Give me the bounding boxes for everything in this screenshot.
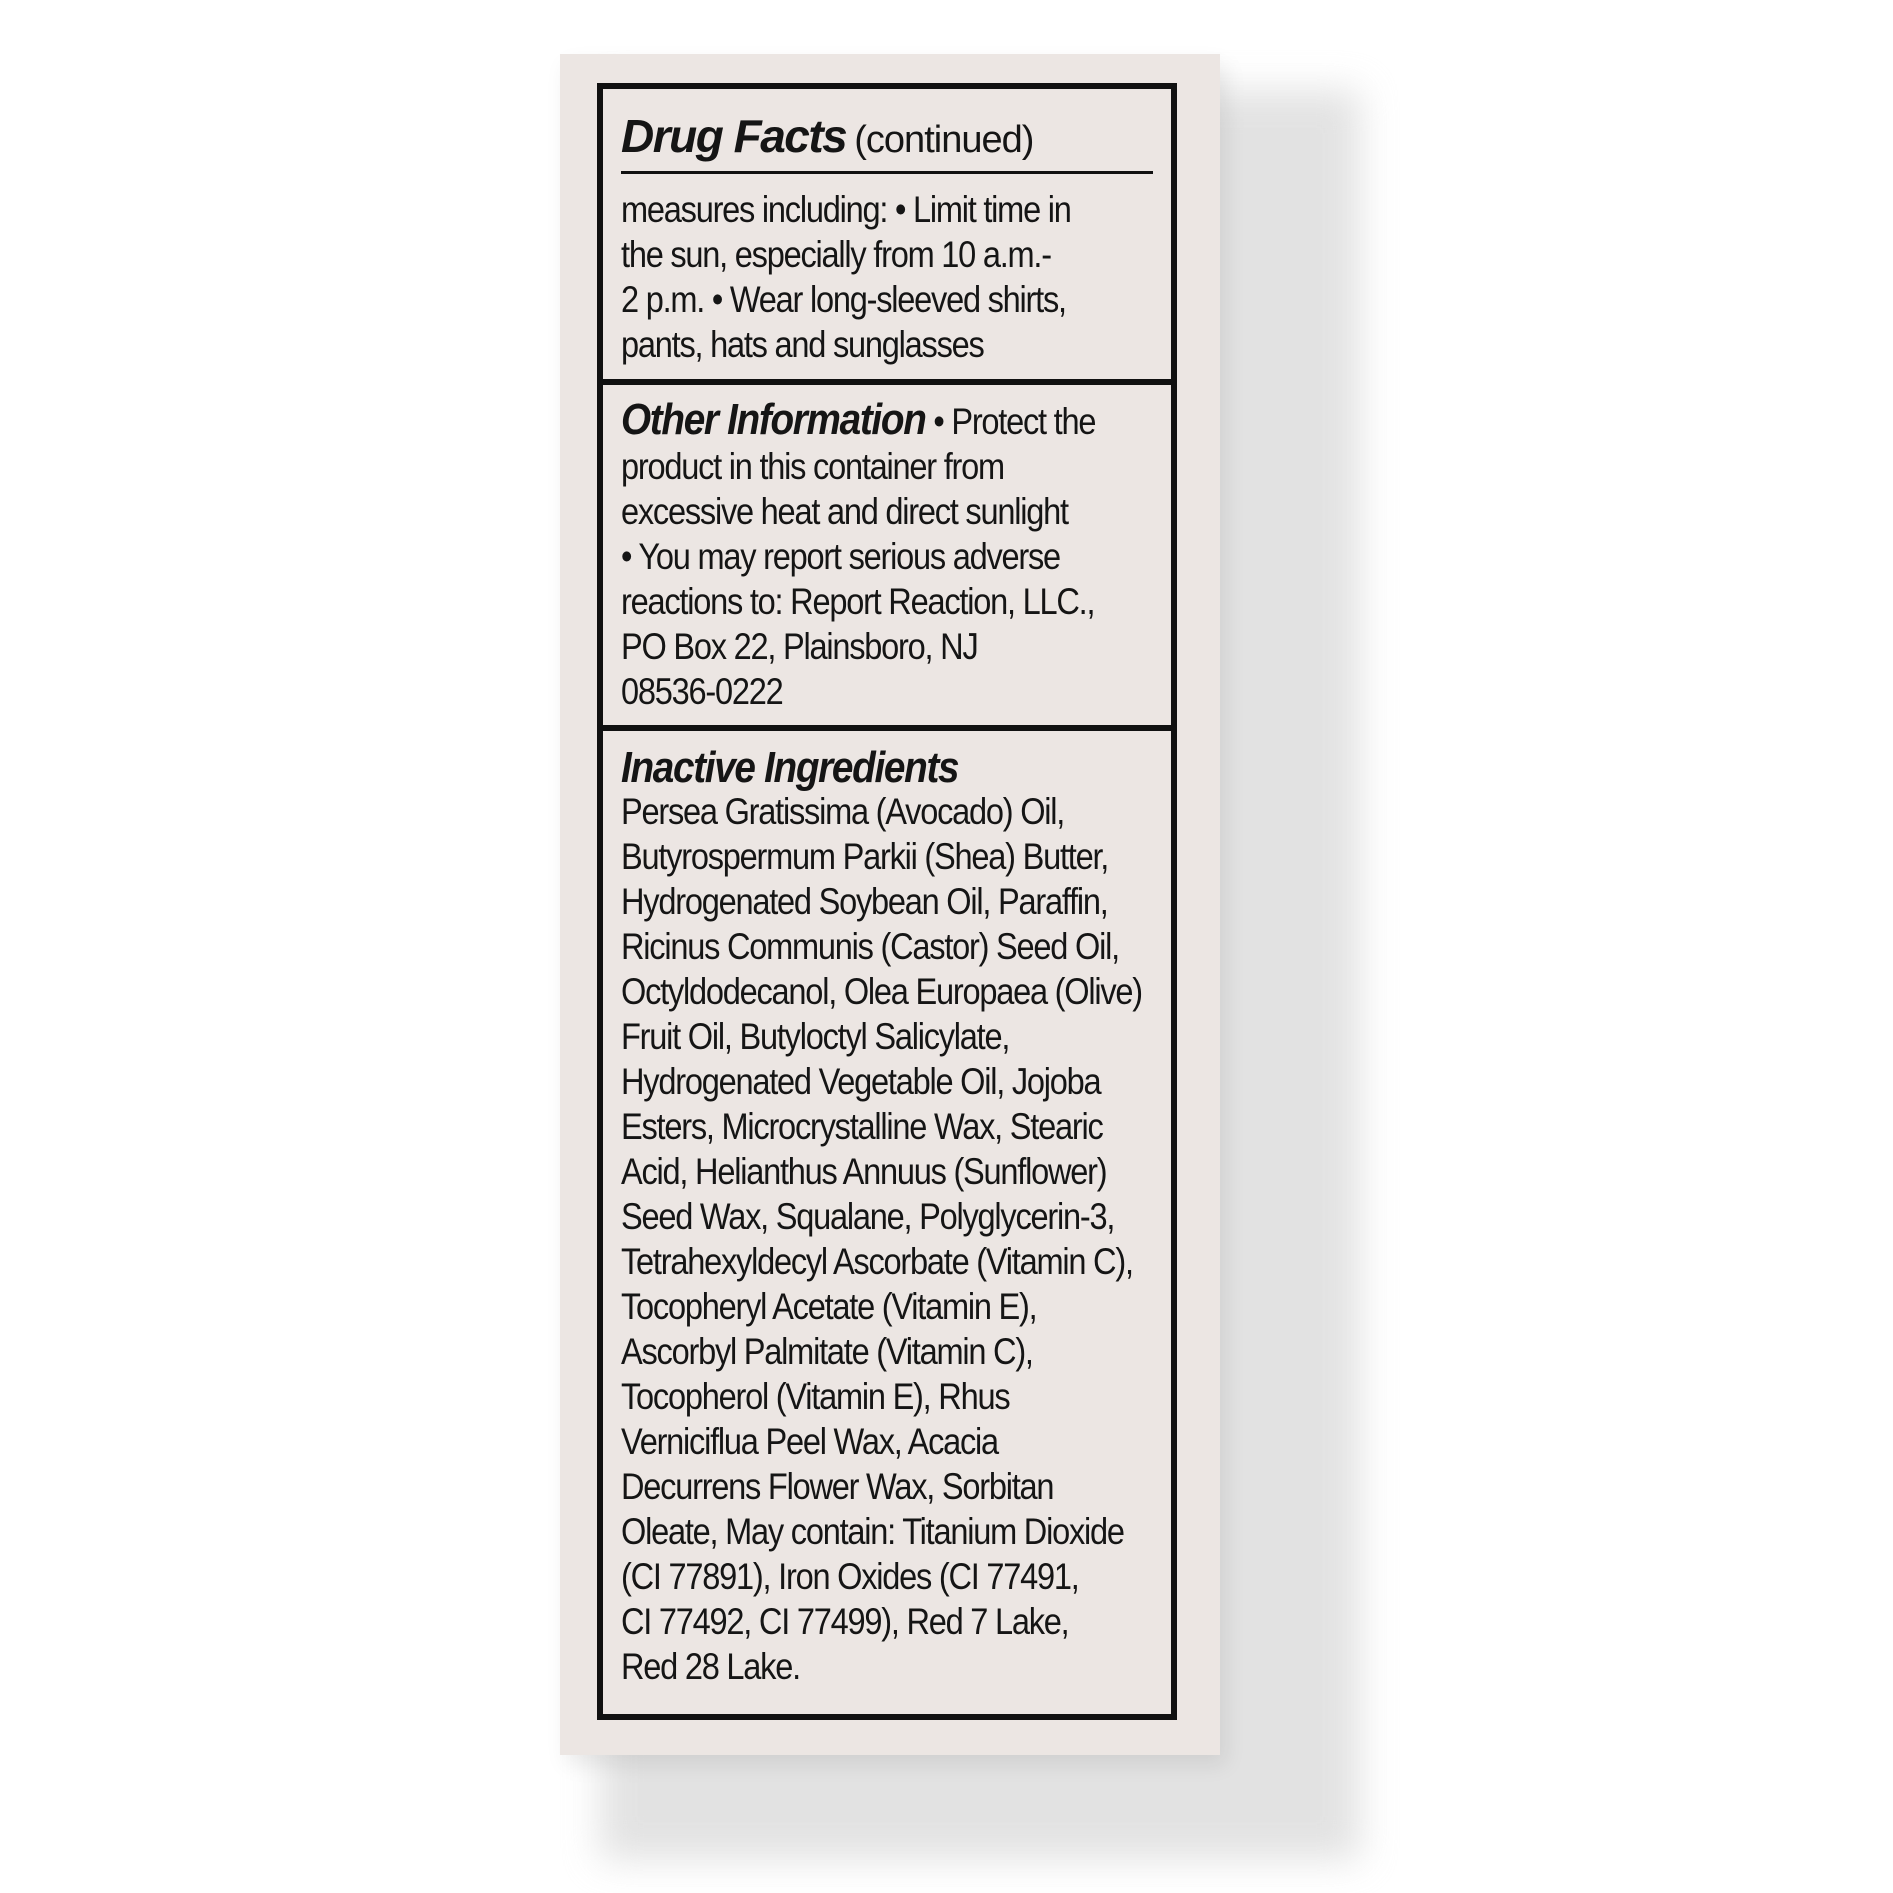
panel-title bbox=[621, 109, 1033, 163]
inactive-ingredients-section bbox=[603, 731, 1171, 1714]
directions-section bbox=[603, 89, 1171, 379]
directions-text: measures including: • Limit time in the sun, especially from 10 a.m.- 2 p.m. • Wear long-sleeved shirts, pants, hats and sunglasses bbox=[621, 189, 1071, 365]
title-rule bbox=[621, 171, 1153, 174]
other-information-paragraph bbox=[621, 397, 1167, 714]
other-information-text: • Protect the product in this container from excessive heat and direct sunlight • You may report serious adverse reactions to: Report Reaction, LLC., PO Box 22, Plainsboro, NJ 08536-0222 bbox=[621, 401, 1096, 712]
other-information-heading: Other Information bbox=[621, 395, 926, 444]
other-information-section bbox=[603, 385, 1171, 725]
drug-facts-panel bbox=[597, 83, 1177, 1720]
continued-label: (continued) bbox=[854, 119, 1034, 161]
drug-facts-title: Drug Facts bbox=[621, 110, 847, 162]
inactive-ingredients-heading: Inactive Ingredients bbox=[621, 743, 959, 792]
inactive-ingredients-text: Persea Gratissima (Avocado) Oil, Butyrospermum Parkii (Shea) Butter, Hydrogenated Soybean Oil, Paraffin, Ricinus Communis (Castor) Seed Oil, Octyldodecanol, Olea Europaea (Olive) Fruit Oil, Butyloctyl Salicylate, Hydrogenated Vegetable Oil, Jojoba Esters, Microcrystalline Wax, Stearic Acid, Helianthus Annuus (Sunflower) Seed Wax, Squalane, Polyglycerin-3, Tetrahexyldecyl Ascorbate (Vitamin C), Tocopheryl Acetate (Vitamin E), Ascorbyl Palmitate (Vitamin C), Tocopherol (Vitamin E), Rhus Verniciflua Peel Wax, Acacia Decurrens Flower Wax, Sorbitan Oleate, May contain: Titanium Dioxide (CI 77891), Iron Oxides (CI 77491, CI 77492, CI 77499), Red 7 Lake, Red 28 Lake. bbox=[621, 791, 1142, 1687]
